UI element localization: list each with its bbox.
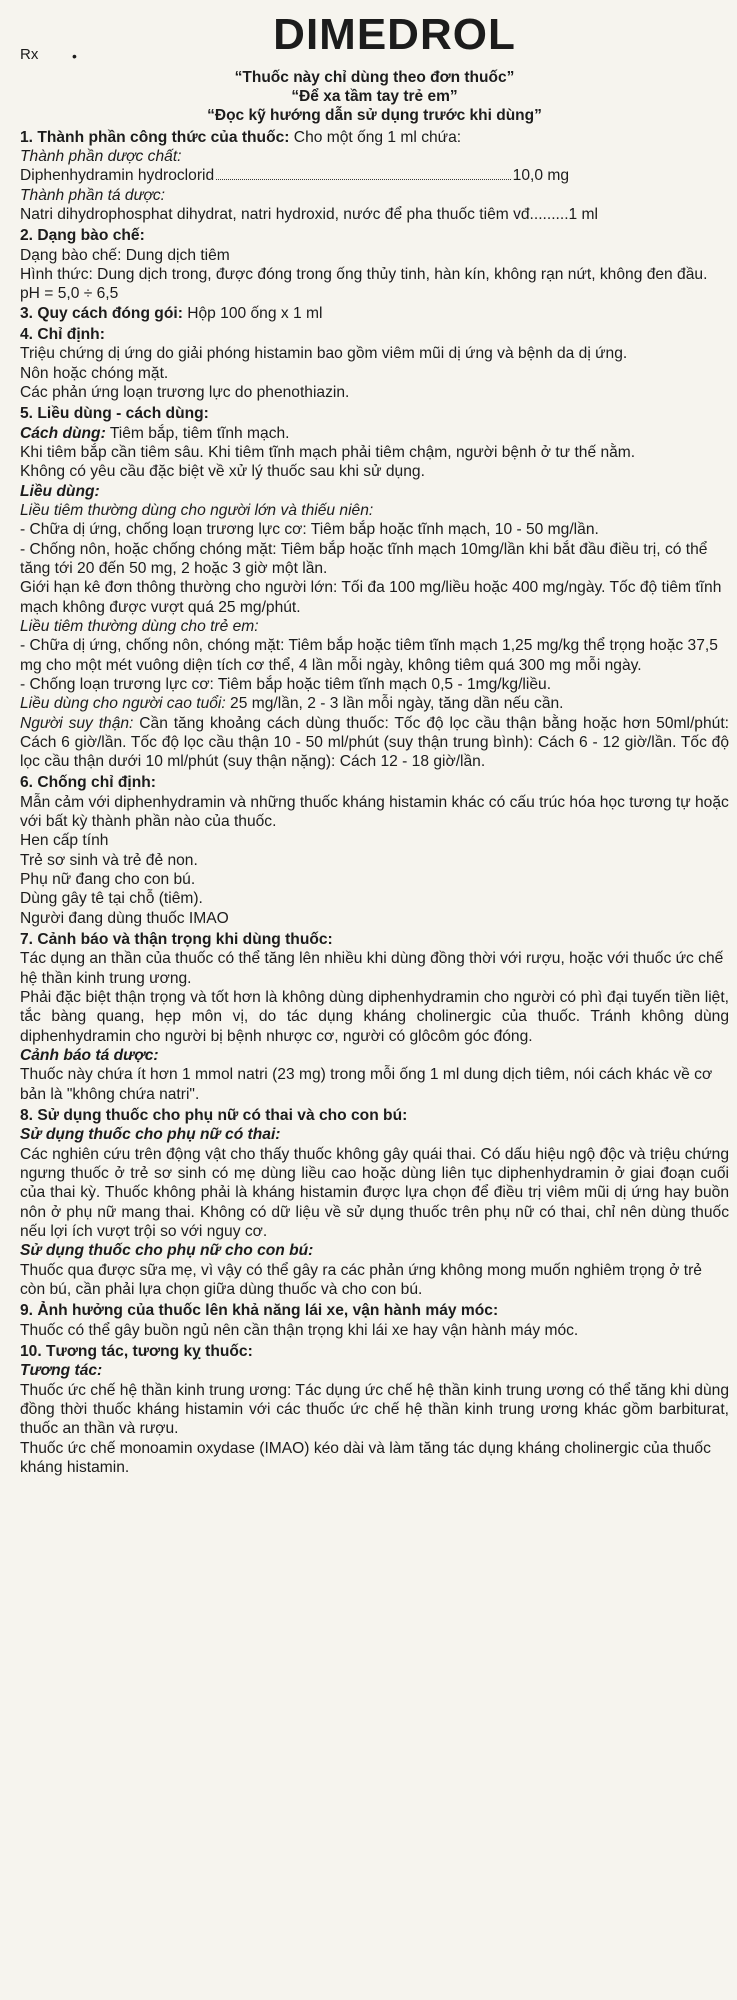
adult-dose-line: - Chữa dị ứng, chống loạn trương lực cơ: Tiêm bắp hoặc tĩnh mạch, 10 - 50 mg/lần. [20,521,599,539]
pregnancy-label: Sử dụng thuốc cho phụ nữ có thai: [20,1126,281,1144]
dosage-form-line: Dạng bào chế: Dung dịch tiêm [20,246,230,264]
driving-text: Thuốc có thể gây buồn ngủ nên cần thận trọng khi lái xe hay vận hành máy móc. [20,1321,579,1339]
method-text: Tiêm bắp, tiêm tĩnh mạch. [105,424,290,442]
excipient-amount: 1 ml [568,205,599,223]
active-ingredient-row [20,166,729,185]
renal-text: Cần tăng khoảng cách dùng thuốc: Tốc độ lọc cầu thận bằng hoặc hơn 50ml/phút: Cách 6 giờ/lần. Tốc độ lọc cầu thận 10 - 50 ml/phút (suy thận trung bình): Cách 6 - 12 giờ/lần. Tốc độ lọc cầu thận dưới 10 ml/phút (suy thận nặng): Cách 12 - 18 giờ/lần. [20,714,729,771]
dose-label: Liều dùng: [20,482,100,500]
section-1-title: 1. Thành phần công thức của thuốc: [20,128,290,146]
active-ingredient-label: Thành phần dược chất: [20,147,182,165]
elderly-dose-line [20,694,729,713]
dot-mark: • [72,48,77,64]
warning-read-instructions: “Đọc kỹ hướng dẫn sử dụng trước khi dùng” [207,107,542,125]
elderly-text: 25 mg/lần, 2 - 3 lần mỗi ngày, tăng dần nếu cần. [225,695,564,713]
header [20,4,729,68]
breastfeeding-label: Sử dụng thuốc cho phụ nữ cho con bú: [20,1242,314,1260]
drug-title: DIMEDROL [273,10,516,59]
indication-line: Nôn hoặc chóng mặt. [20,364,169,382]
warning-prescription: “Thuốc này chỉ dùng theo đơn thuốc” [234,69,515,86]
section-9-heading: 9. Ảnh hưởng của thuốc lên khả năng lái xe, vận hành máy móc: [20,1302,499,1320]
excipient-label: Thành phần tá dược: [20,186,166,204]
section-7-heading: 7. Cảnh báo và thận trọng khi dùng thuốc: [20,931,333,949]
method-line [20,424,729,443]
dotted-leader [216,179,510,180]
warning-line: Phải đặc biệt thận trọng và tốt hơn là không dùng diphenhydramin cho người có phì đại tuyến tiền liệt, tắc bàng quang, hẹp môn vị, do tác dụng kháng cholinergic của thuốc. Tránh không dùng diphenhydramin cho người bị bệnh nhược cơ, người có glôcôm góc đóng. [20,989,729,1045]
excipient-dots: ......... [529,205,569,223]
indication-line: Các phản ứng loạn trương lực do phenothiazin. [20,383,350,401]
contraindication-line: Phụ nữ đang cho con bú. [20,871,196,889]
section-8-heading: 8. Sử dụng thuốc cho phụ nữ có thai và cho con bú: [20,1107,408,1125]
active-ingredient-name: Diphenhydramin hydroclorid [20,167,215,185]
interaction-label: Tương tác: [20,1362,103,1380]
section-1-intro: Cho một ống 1 ml chứa: [289,128,462,146]
section-3 [20,304,729,323]
section-10-heading: 10. Tương tác, tương kỵ thuốc: [20,1343,253,1360]
child-dose-label: Liều tiêm thường dùng cho trẻ em: [20,617,259,635]
pregnancy-text: Các nghiên cứu trên động vật cho thấy thuốc không gây quái thai. Có dấu hiệu ngộ độc và triệu chứng ngưng thuốc ở trẻ sơ sinh có mẹ dùng liều cao hoặc dùng liên tục diphenhydramin ở giai đoạn cuối của thai kỳ. Thuốc không phải là kháng histamin được lựa chọn để điều trị viêm mũi dị ứng hay buồn nôn ở phụ nữ mang thai. Không có dữ liệu về sử dụng thuốc trên phụ nữ có thai, chỉ nên dùng thuốc nếu lợi ích vượt trội so với nguy cơ. [20,1145,729,1241]
breastfeeding-text: Thuốc qua được sữa mẹ, vì vậy có thể gây ra các phản ứng không mong muốn nghiêm trọng ở trẻ còn bú, cần phải lựa chọn giữa dùng thuốc và cho con bú. [20,1261,702,1299]
adult-dose-line: - Chống nôn, hoặc chống chóng mặt: Tiêm bắp hoặc tĩnh mạch 10mg/lần khi bắt đầu điều trị, có thể tăng tới 20 đến 50 mg, 2 hoặc 3 giờ một lần. [20,540,708,577]
excipient-text: Natri dihydrophosphat dihydrat, natri hydroxid, nước để pha thuốc tiêm vđ [20,205,530,223]
appearance-line: Hình thức: Dung dịch trong, được đóng trong ống thủy tinh, hàn kín, không rạn nứt, không đen đầu. [20,265,708,283]
warning-children: “Để xa tầm tay trẻ em” [291,88,458,106]
adult-dose-line: Giới hạn kê đơn thông thường cho người lớn: Tối đa 100 mg/liều hoặc 400 mg/ngày. Tốc độ tiêm tĩnh mạch không được vượt quá 25 mg/phút. [20,579,722,616]
interaction-line: Thuốc ức chế hệ thần kinh trung ương: Tác dụng ức chế hệ thần kinh trung ương có thể tăng khi dùng đồng thời thuốc kháng histamin với các thuốc ức chế hệ thần kinh trung ương khác gồm barbiturat, thuốc an thần và rượu. [20,1381,729,1438]
method-detail: Khi tiêm bắp cần tiêm sâu. Khi tiêm tĩnh mạch phải tiêm chậm, người bệnh ở tư thế nằm. [20,443,636,461]
excipient-warning-label: Cảnh báo tá dược: [20,1047,159,1065]
section-1-heading [20,128,729,147]
indication-line: Triệu chứng dị ứng do giải phóng histamin bao gồm viêm mũi dị ứng và bệnh da dị ứng. [20,345,628,363]
excipient-row [20,205,729,224]
child-dose-line: - Chống loạn trương lực cơ: Tiêm bắp hoặc tiêm tĩnh mạch 0,5 - 1mg/kg/liều. [20,675,552,693]
contraindication-line: Hen cấp tính [20,832,109,850]
renal-label: Người suy thận: [20,714,134,732]
section-3-heading: 3. Quy cách đóng gói: [20,304,183,322]
adult-dose-label: Liều tiêm thường dùng cho người lớn và thiếu niên: [20,501,374,519]
method-label: Cách dùng: [20,424,106,442]
contraindication-line: Mẫn cảm với diphenhydramin và những thuốc kháng histamin khác có cấu trúc hóa học tương tự hoặc với bất kỳ thành phần nào của thuốc. [20,793,729,831]
packaging-text: Hộp 100 ống x 1 ml [182,304,323,322]
excipient-warning-text: Thuốc này chứa ít hơn 1 mmol natri (23 mg) trong mỗi ống 1 ml dung dịch tiêm, nói cách khác về cơ bản là "không chứa natri". [20,1066,713,1103]
method-detail: Không có yêu cầu đặc biệt về xử lý thuốc sau khi sử dụng. [20,463,425,481]
child-dose-line: - Chữa dị ứng, chống nôn, chóng mặt: Tiêm bắp hoặc tiêm tĩnh mạch 1,25 mg/kg thể trọng hoặc 37,5 mg cho một mét vuông diện tích cơ thể, 4 lần mỗi ngày, không tiêm quá 300 mg mỗi ngày. [20,637,718,674]
interaction-line: Thuốc ức chế monoamin oxydase (IMAO) kéo dài và làm tăng tác dụng kháng cholinergic của thuốc kháng histamin. [20,1439,711,1476]
warning-line: Tác dụng an thần của thuốc có thể tăng lên nhiều khi dùng đồng thời với rượu, hoặc với thuốc ức chế hệ thần kinh trung ương. [20,950,724,987]
contraindication-line: Trẻ sơ sinh và trẻ đẻ non. [20,851,198,869]
contraindication-line: Dùng gây tê tại chỗ (tiêm). [20,890,203,908]
section-5-heading: 5. Liều dùng - cách dùng: [20,405,209,423]
rx-mark: Rx [20,46,39,63]
section-2-heading: 2. Dạng bào chế: [20,227,145,245]
contraindication-line: Người đang dùng thuốc IMAO [20,909,229,927]
ph-line: pH = 5,0 ÷ 6,5 [20,285,119,303]
section-6-heading: 6. Chống chỉ định: [20,774,156,792]
active-ingredient-amount: 10,0 mg [512,167,569,185]
section-4-heading: 4. Chỉ định: [20,325,105,343]
renal-dose-line [20,714,729,772]
elderly-label: Liều dùng cho người cao tuổi: [20,695,226,713]
